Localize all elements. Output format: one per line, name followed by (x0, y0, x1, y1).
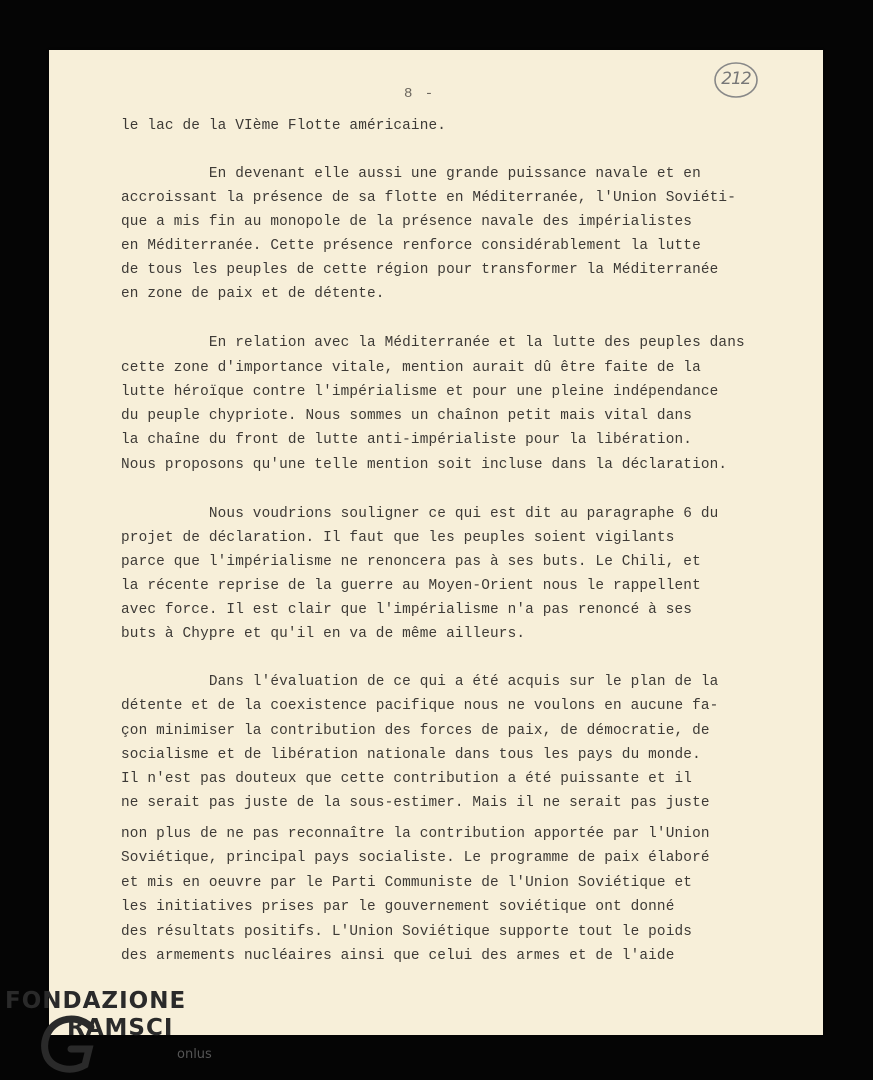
text-line: avec force. Il est clair que l'impérialisme n'a pas renoncé à ses (121, 602, 693, 618)
text-line: en zone de paix et de détente. (121, 286, 385, 302)
text-line: buts à Chypre et qu'il en va de même ailleurs. (121, 626, 526, 642)
text-line: la chaîne du front de lutte anti-impérialiste pour la libération. (121, 432, 693, 448)
text-line: projet de déclaration. Il faut que les peuples soient vigilants (121, 530, 675, 546)
text-line: des résultats positifs. L'Union Soviétique supporte tout le poids (121, 924, 693, 940)
text-line: accroissant la présence de sa flotte en Méditerranée, l'Union Soviéti- (121, 190, 737, 206)
text-line: Nous voudrions souligner ce qui est dit au paragraphe 6 du (121, 506, 719, 522)
watermark-line1: FONDAZIONE (5, 988, 187, 1014)
text-line: En relation avec la Méditerranée et la lutte des peuples dans (121, 335, 745, 351)
archive-number: 212 (721, 69, 751, 89)
text-line: lutte héroïque contre l'impérialisme et pour une pleine indépendance (121, 384, 719, 400)
text-line: En devenant elle aussi une grande puissance navale et en (121, 166, 701, 182)
watermark-line2: RAMSCI (67, 1015, 174, 1041)
text-line: Soviétique, principal pays socialiste. Le programme de paix élaboré (121, 850, 710, 866)
text-line: cette zone d'importance vitale, mention aurait dû être faite de la (121, 360, 701, 376)
text-line: des armements nucléaires ainsi que celui des armes et de l'aide (121, 948, 675, 964)
text-line: socialisme et de libération nationale dans tous les pays du monde. (121, 747, 701, 763)
text-line: en Méditerranée. Cette présence renforce considérablement la lutte (121, 238, 701, 254)
page-number: 8 - (404, 86, 436, 102)
archive-stamp (713, 61, 759, 99)
fondazione-gramsci-watermark (5, 985, 225, 1075)
text-line: Nous proposons qu'une telle mention soit incluse dans la déclaration. (121, 457, 728, 473)
watermark-suffix: onlus (177, 1047, 212, 1062)
text-line: Il n'est pas douteux que cette contribution a été puissante et il (121, 771, 693, 787)
text-line: ne serait pas juste de la sous-estimer. Mais il ne serait pas juste (121, 795, 710, 811)
text-line: parce que l'impérialisme ne renoncera pas à ses buts. Le Chili, et (121, 554, 701, 570)
document-page (49, 50, 823, 1035)
text-line: de tous les peuples de cette région pour transformer la Méditerranée (121, 262, 719, 278)
text-line: çon minimiser la contribution des forces de paix, de démocratie, de (121, 723, 710, 739)
text-line: que a mis fin au monopole de la présence navale des impérialistes (121, 214, 693, 230)
text-line: du peuple chypriote. Nous sommes un chaînon petit mais vital dans (121, 408, 693, 424)
text-line: la récente reprise de la guerre au Moyen-Orient nous le rappellent (121, 578, 701, 594)
text-line: non plus de ne pas reconnaître la contribution apportée par l'Union (121, 826, 710, 842)
text-line: détente et de la coexistence pacifique nous ne voulons en aucune fa- (121, 698, 719, 714)
text-line: le lac de la VIème Flotte américaine. (121, 118, 447, 134)
text-line: et mis en oeuvre par le Parti Communiste de l'Union Soviétique et (121, 875, 693, 891)
text-line: Dans l'évaluation de ce qui a été acquis sur le plan de la (121, 674, 719, 690)
text-line: les initiatives prises par le gouvernement soviétique ont donné (121, 899, 675, 915)
